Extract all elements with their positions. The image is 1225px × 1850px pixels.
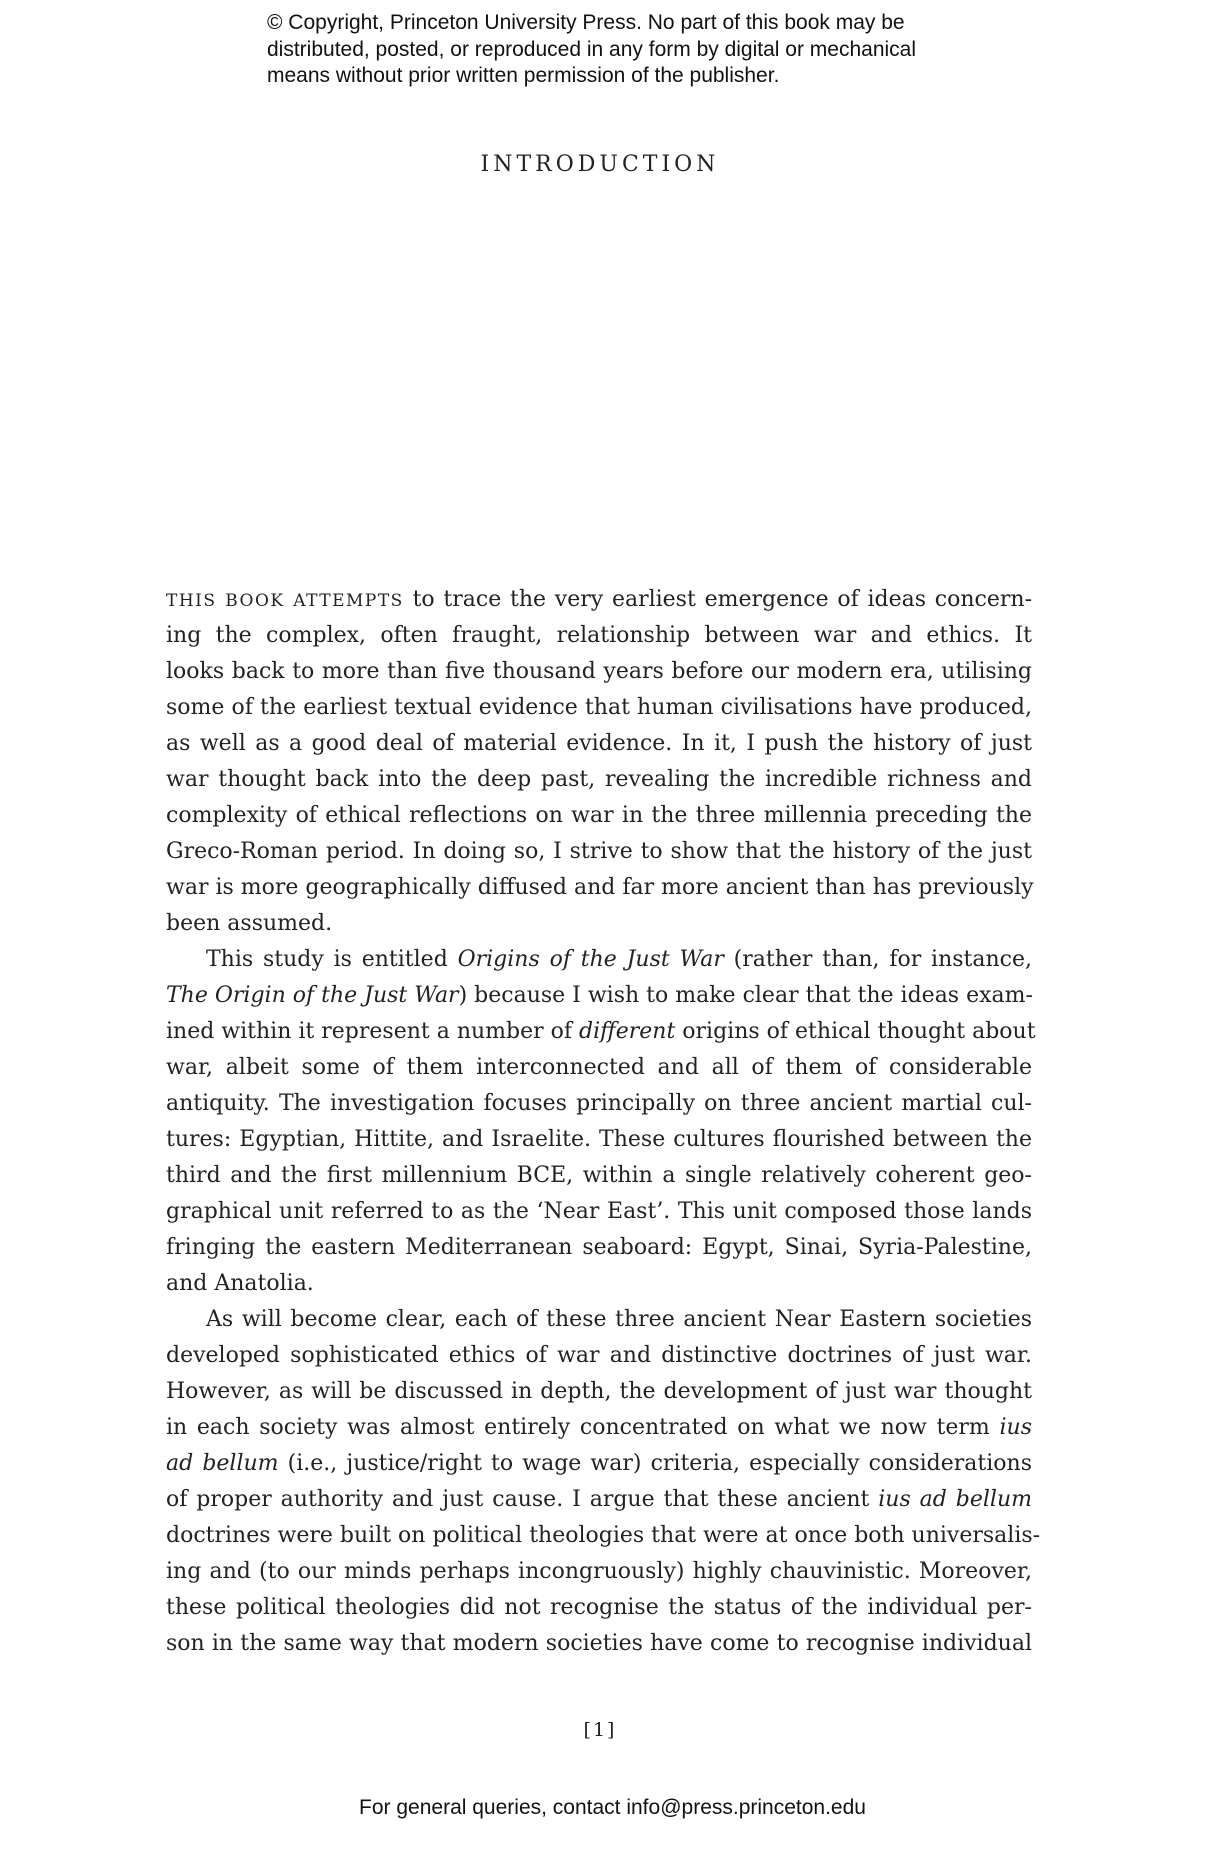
text-line: some of the earliest textual evidence that human civilisations have produced, [166,695,1032,720]
page-number: [1] [583,1719,617,1741]
footer-contact-note: For general queries, contact info@press.princeton.edu [359,1796,866,1819]
text-span: ) because I wish to make clear that the ideas exam- [458,983,1033,1008]
body-text [166,582,1041,1662]
text-span: (i.e., justice/right to wage war) criteria, especially considerations [278,1451,1032,1476]
text-line: son in the same way that modern societies have come to recognise individual [166,1631,1032,1656]
latin-term-italic: ad bellum [166,1451,279,1476]
text-line: ing the complex, often fraught, relationship between war and ethics. It [166,623,1032,648]
text-line: and Anatolia. [166,1271,314,1296]
text-line: As will become clear, each of these three ancient Near Eastern societies [206,1307,1032,1332]
text-line: war thought back into the deep past, revealing the incredible richness and [166,767,1032,792]
text-line: third and the first millennium BCE, within a single relatively coherent geo- [166,1163,1032,1188]
text-line [166,1410,1032,1446]
text-span: to trace the very earliest emergence of ideas concern- [403,587,1032,612]
text-line [166,1446,1032,1482]
text-span: in each society was almost entirely concentrated on what we now term [166,1415,1000,1440]
latin-term-italic: ius [999,1415,1032,1440]
paragraph [166,1302,1041,1662]
text-line: developed sophisticated ethics of war and distinctive doctrines of just war. [166,1343,1032,1368]
text-line: these political theologies did not recognise the status of the individual per- [166,1595,1032,1620]
text-line: fringing the eastern Mediterranean seaboard: Egypt, Sinai, Syria-Palestine, [166,1235,1032,1260]
copyright-line: distributed, posted, or reproduced in any form by digital or mechanical [267,37,917,61]
copyright-line: means without prior written permission of the publisher. [267,64,780,87]
text-span: origins of ethical thought about [675,1019,1036,1044]
text-line [166,942,1032,978]
paragraph [166,582,1032,942]
copyright-line: © Copyright, Princeton University Press. No part of this book may be [267,11,905,34]
text-line: war is more geographically diffused and far more ancient than has previously [166,875,1034,900]
text-line: However, as will be discussed in depth, the development of just war thought [166,1379,1032,1404]
emphasis-italic: different [579,1019,676,1044]
text-line: doctrines were built on political theologies that were at once both universalis- [166,1523,1041,1548]
text-line: antiquity. The investigation focuses principally on three ancient martial cul- [166,1091,1032,1116]
text-span: (rather than, for instance, [723,947,1032,972]
latin-term-italic: ius ad bellum [878,1487,1032,1512]
chapter-title: INTRODUCTION [480,152,720,177]
text-line [166,1482,1032,1518]
text-line: graphical unit referred to as the ‘Near East’. This unit composed those lands [166,1199,1032,1224]
text-line: as well as a good deal of material evidence. In it, I push the history of just [166,731,1032,756]
text-line [166,978,1032,1014]
text-span: of proper authority and just cause. I argue that these ancient [166,1487,879,1512]
text-line [166,582,1032,618]
text-line: ing and (to our minds perhaps incongruously) highly chauvinistic. Moreover, [166,1559,1032,1584]
book-title-italic: Origins of the Just War [457,947,724,972]
text-line: Greco-Roman period. In doing so, I strive to show that the history of the just [166,839,1032,864]
lead-in-small-caps: THIS BOOK ATTEMPTS [166,591,404,611]
paragraph [166,942,1036,1302]
text-line: been assumed. [166,911,333,936]
text-line: war, albeit some of them interconnected and all of them of considerable [166,1055,1032,1080]
text-line: looks back to more than five thousand years before our modern era, utilising [166,659,1032,684]
book-title-italic: The Origin of the Just War [166,983,459,1008]
text-span: This study is entitled [206,947,458,972]
text-line [166,1014,1036,1050]
copyright-notice [267,10,1007,90]
text-line: complexity of ethical reflections on war in the three millennia preceding the [166,803,1032,828]
text-line: tures: Egyptian, Hittite, and Israelite. These cultures flourished between the [166,1127,1032,1152]
text-span: ined within it represent a number of [166,1019,580,1044]
